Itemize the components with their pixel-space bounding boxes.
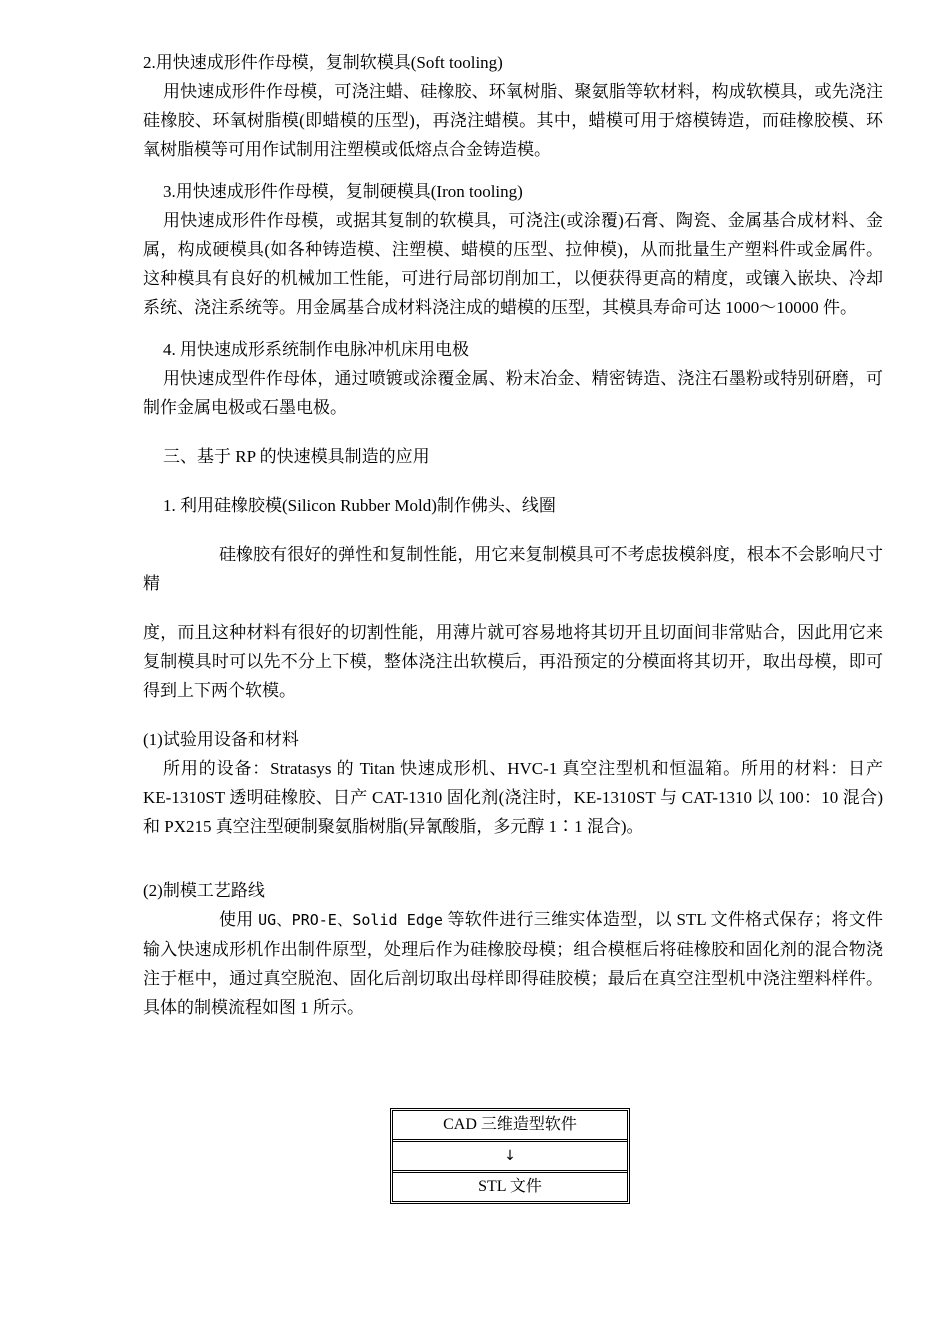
part-3-heading: 三、基于 RP 的快速模具制造的应用 [163, 447, 430, 466]
flowchart-step-cad: CAD 三维造型软件 [393, 1111, 627, 1142]
section-2-heading: 2.用快速成形件作母模，复制软模具(Soft tooling) [143, 53, 503, 72]
item-2-heading: (2)制模工艺路线 [143, 881, 265, 900]
section-3-heading: 3.用快速成形件作母模，复制硬模具(Iron tooling) [163, 182, 523, 201]
subsection-1-heading: 1. 利用硅橡胶模(Silicon Rubber Mold)制作佛头、线圈 [163, 496, 556, 515]
section-3-body: 用快速成形件作母模，或据其复制的软模具，可浇注(或涂覆)石膏、陶瓷、金属基合成材料、金属，构成硬模具(如各种铸造模、注塑模、蜡模的压型、拉伸模)，从而批量生产塑料件或金属件。这种模具有良好的机械加工性能，可进行局部切削加工，以便获得更高的精度，或镶入嵌块、冷却系统、浇注系统等。用金属基合成材料浇注成的蜡模的压型，其模具寿命可达 1000～10000 件。 [143, 211, 883, 317]
document-body [143, 48, 883, 1022]
subsection-1-body-b: 度，而且这种材料有很好的切割性能，用薄片就可容易地将其切开且切面间非常贴合，因此用它来复制模具时可以先不分上下模，整体浇注出软模后，再沿预定的分模面将其切开，取出母模，即可得到上下两个软模。 [143, 623, 883, 700]
section-2-body: 用快速成形件作母模，可浇注蜡、硅橡胶、环氧树脂、聚氨脂等软材料，构成软模具，或先浇注硅橡胶、环氧树脂模(即蜡模的压型)，再浇注蜡模。其中，蜡模可用于熔模铸造，而硅橡胶模、环氧树脂模等可用作试制用注塑模或低熔点合金铸造模。 [143, 82, 883, 159]
flowchart-box [390, 1108, 630, 1204]
flowchart-step-stl: STL 文件 [478, 1178, 542, 1195]
item-1-heading: (1)试验用设备和材料 [143, 730, 299, 749]
item-2-body [143, 905, 883, 1022]
item-1-body: 所用的设备：Stratasys 的 Titan 快速成形机、HVC-1 真空注型机和恒温箱。所用的材料：日产 KE-1310ST 透明硅橡胶、日产 CAT-1310 固化剂(浇注时，KE-1310ST 与 CAT-1310 以 100：10 混合)和 PX215 真空注型硬制聚氨脂树脂(异氰酸脂，多元醇 1∶1 混合)。 [143, 759, 883, 836]
section-4-body: 用快速成型件作母体，通过喷镀或涂覆金属、粉末冶金、精密铸造、浇注石墨粉或特别研磨，可制作金属电极或石墨电极。 [143, 369, 883, 417]
subsection-1-body-a: 硅橡胶有很好的弹性和复制性能，用它来复制模具可不考虑拔模斜度，根本不会影响尺寸精 [143, 545, 883, 593]
section-4-heading: 4. 用快速成形系统制作电脉冲机床用电极 [163, 340, 469, 359]
process-flowchart [390, 1108, 630, 1204]
item-2-body-lead: 使用 [219, 910, 259, 929]
flowchart-arrow-down-icon: ↓ [393, 1142, 627, 1173]
item-2-body-rest: 等软件进行三维实体造型，以 STL 文件格式保存；将文件输入快速成形机作出制件原型，处理后作为硅橡胶母模；组合模框后将硅橡胶和固化剂的混合物浇注于框中，通过真空脱泡、固化后剖切取出母样即得硅胶模；最后在真空注型机中浇注塑料样件。具体的制模流程如图 1 所示。 [143, 910, 884, 1017]
item-2-software-list: UG、PRO-E、Solid Edge [258, 911, 443, 929]
